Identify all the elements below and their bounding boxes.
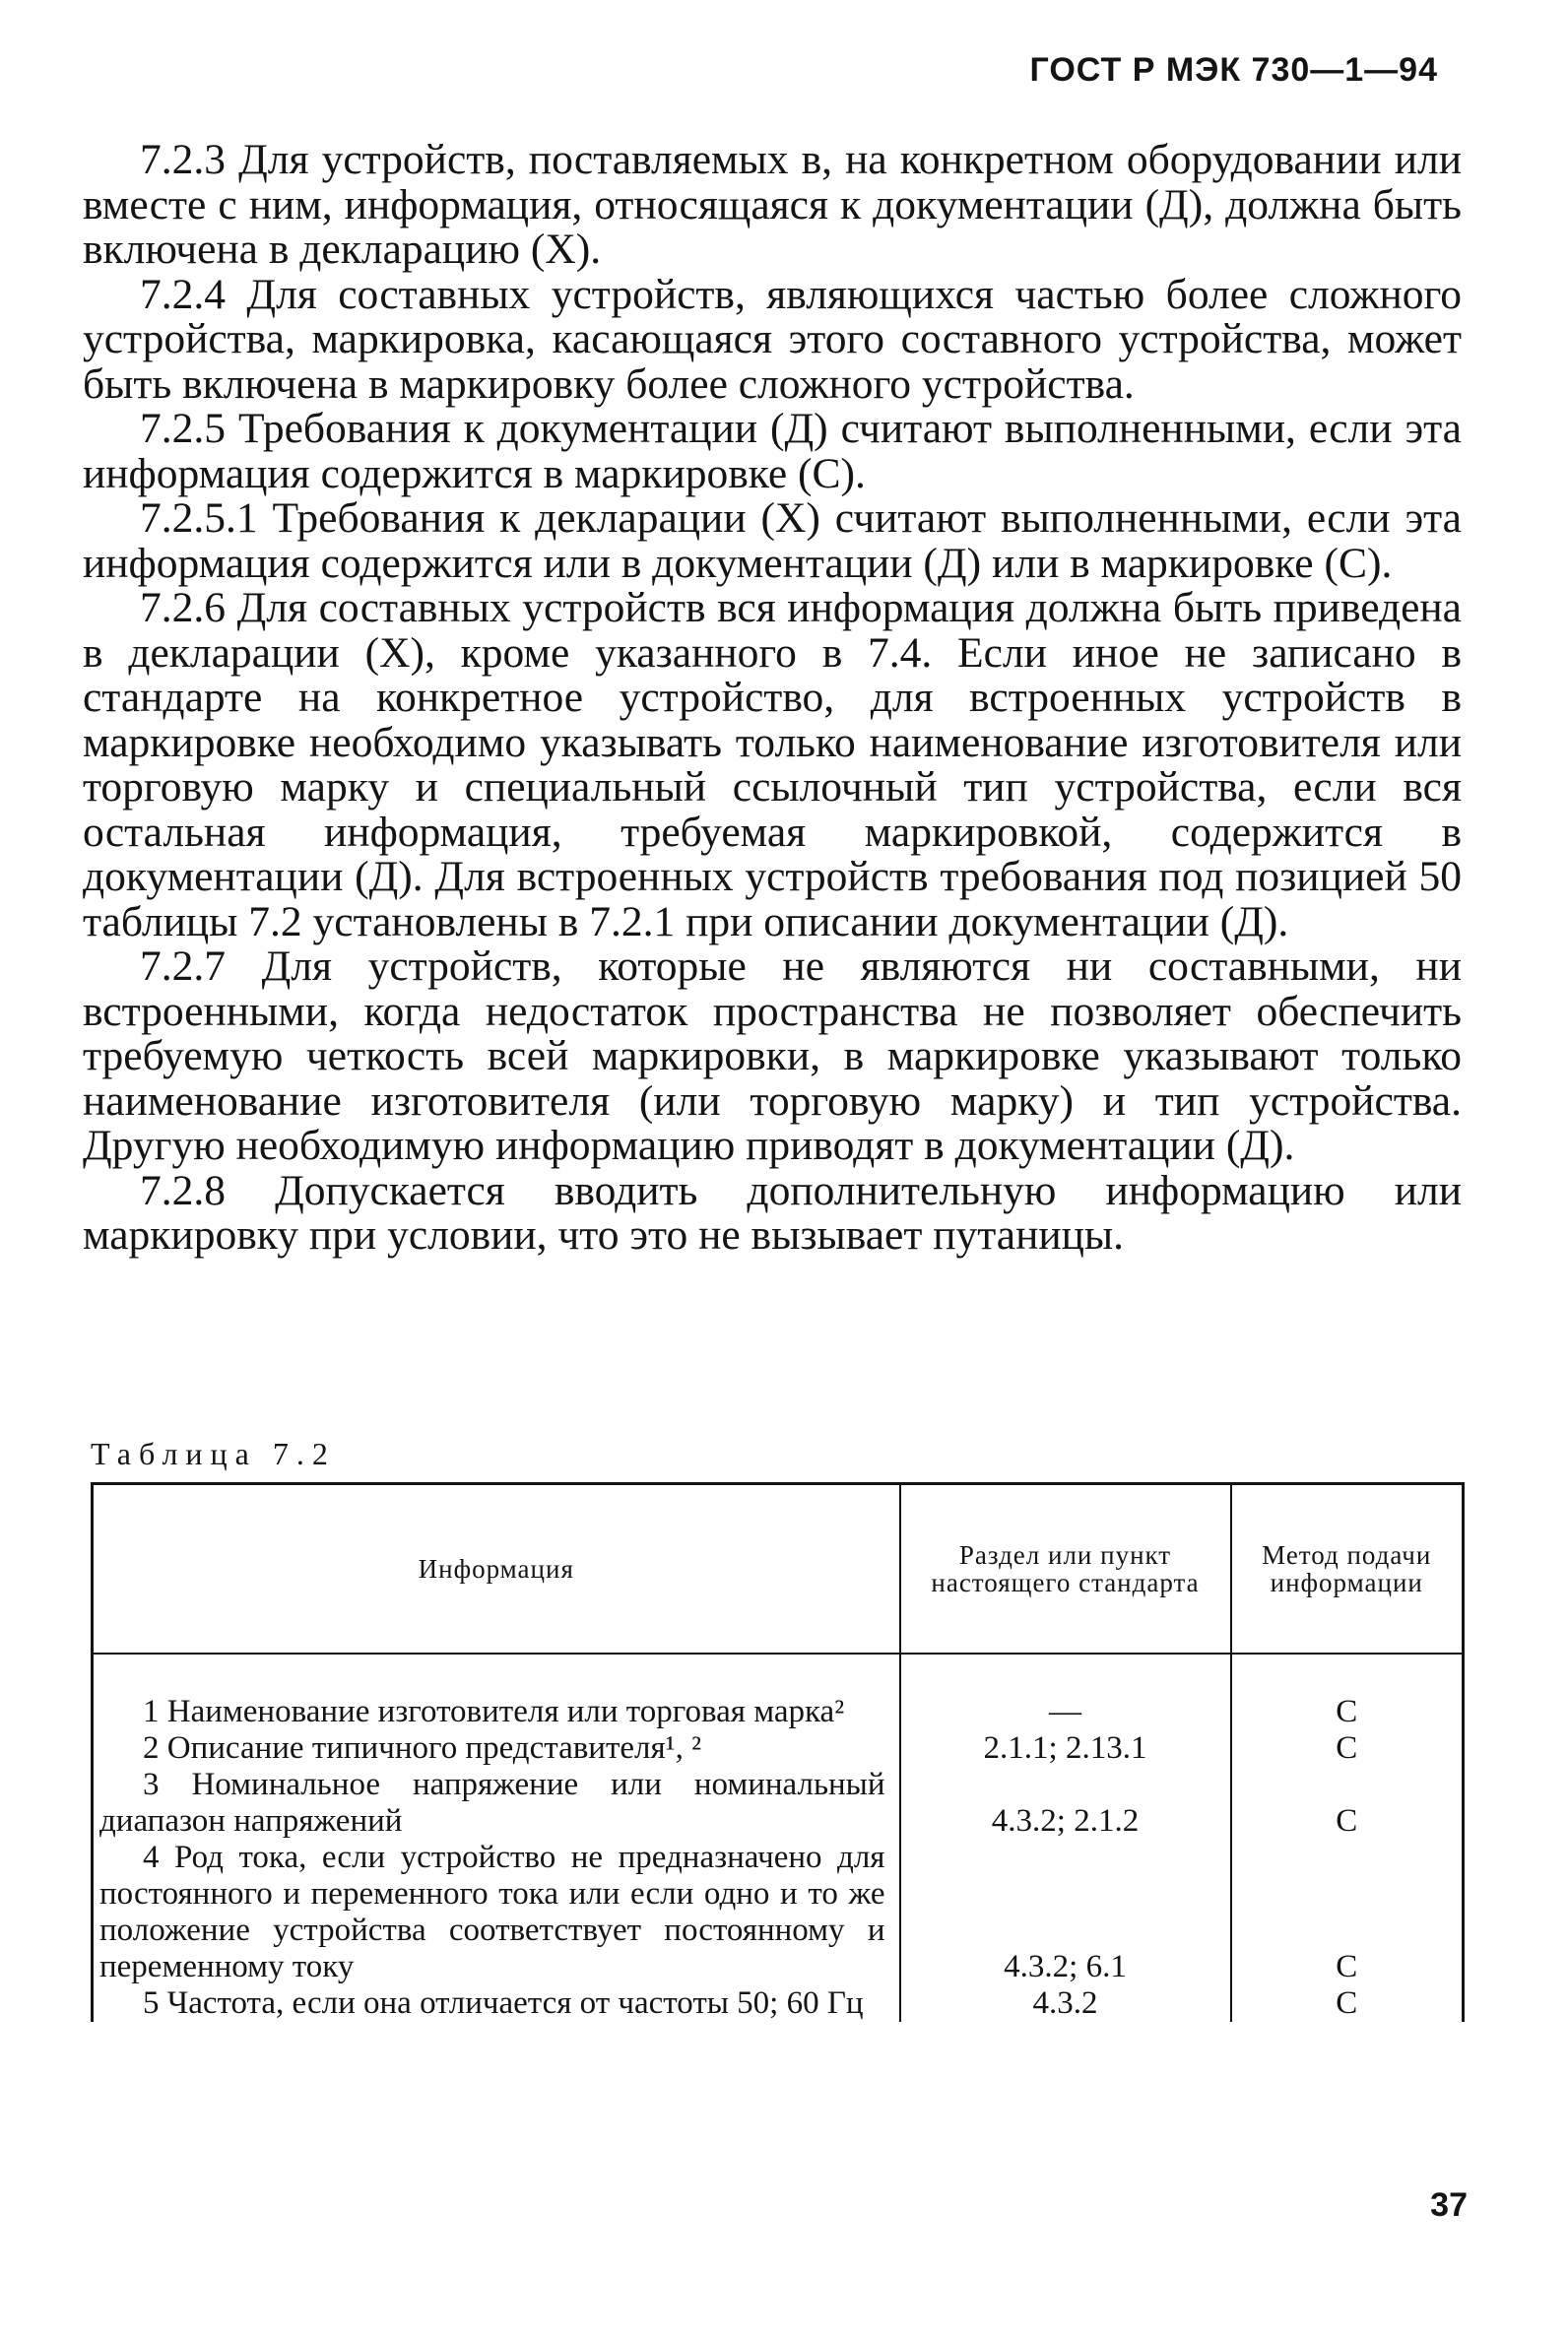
row-method: С xyxy=(1231,1767,1464,1840)
row-section: 4.3.2; 6.1 xyxy=(900,1840,1231,1985)
paragraph-7-2-3: 7.2.3 Для устройств, поставляемых в, на конкретном оборудовании или вместе с ним, информация, относящаяся к документации (Д), должна быть включена в декларацию (X). xyxy=(83,136,1462,273)
row-method: С xyxy=(1231,1985,1464,2022)
row-section: 4.3.2; 2.1.2 xyxy=(900,1767,1231,1840)
table-row xyxy=(93,1767,1464,1840)
table-caption: Таблица 7.2 xyxy=(91,1436,336,1471)
row-section: — xyxy=(900,1654,1231,1730)
row-method: С xyxy=(1231,1654,1464,1730)
row-info: 4 Род тока, если устройство не предназначено для постоянного и переменного тока или если одно и то же положение устройства соответствует постоянному и переменному току xyxy=(93,1840,900,1985)
paragraph-7-2-6: 7.2.6 Для составных устройств вся информация должна быть приведена в декларации (X), кроме указанного в 7.4. Если иное не записано в стандарте на конкретное устройство, для встроенных устройств в маркировке необходимо указывать только наименование изготовителя или торговую марку и специальный ссылочный тип устройства, если вся остальная информация, требуемая маркировкой, содержится в документации (Д). Для встроенных устройств требования под позицией 50 таблицы 7.2 установлены в 7.2.1 при описании документации (Д). xyxy=(83,584,1462,945)
table-row xyxy=(93,1654,1464,1730)
table-header-row xyxy=(93,1484,1464,1655)
table-row xyxy=(93,1730,1464,1767)
body-text xyxy=(83,138,1462,1259)
standard-header: ГОСТ Р МЭК 730—1—94 xyxy=(1029,51,1438,89)
row-info: 5 Частота, если она отличается от частоты 50; 60 Гц xyxy=(93,1985,900,2022)
page-number: 37 xyxy=(1430,2186,1468,2224)
table-row xyxy=(93,1840,1464,1985)
paragraph-7-2-5: 7.2.5 Требования к документации (Д) считают выполненными, если эта информация содержится в маркировке (С). xyxy=(83,405,1462,497)
table-row xyxy=(93,1985,1464,2022)
paragraph-7-2-5-1: 7.2.5.1 Требования к декларации (X) считают выполненными, если эта информация содержится или в документации (Д) или в маркировке (С). xyxy=(83,494,1462,587)
paragraph-7-2-7: 7.2.7 Для устройств, которые не являются ни составными, ни встроенными, когда недостаток пространства не позволяет обеспечить требуемую четкость всей маркировки, в маркировке указывают только наименование изготовителя (или торговую марку) и тип устройства. Другую необходимую информацию приводят в документации (Д). xyxy=(83,942,1462,1169)
row-info: 2 Описание типичного представителя¹, ² xyxy=(93,1730,900,1767)
header-section: Раздел или пункт настоящего стандарта xyxy=(900,1484,1231,1655)
paragraph-7-2-4: 7.2.4 Для составных устройств, являющихся частью более сложного устройства, маркировка, касающаяся этого составного устройства, может быть включена в маркировку более сложного устройства. xyxy=(83,270,1462,408)
table-7-2 xyxy=(91,1482,1462,2022)
row-method: С xyxy=(1231,1730,1464,1767)
header-info: Информация xyxy=(93,1484,900,1655)
row-info: 3 Номинальное напряжение или номинальный диапазон напряжений xyxy=(93,1767,900,1840)
paragraph-7-2-8: 7.2.8 Допускается вводить дополнительную информацию или маркировку при условии, что это не вызывает путаницы. xyxy=(83,1166,1462,1259)
row-info: 1 Наименование изготовителя или торговая марка² xyxy=(93,1654,900,1730)
row-section: 4.3.2 xyxy=(900,1985,1231,2022)
row-method: С xyxy=(1231,1840,1464,1985)
row-section: 2.1.1; 2.13.1 xyxy=(900,1730,1231,1767)
header-method: Метод подачи информации xyxy=(1231,1484,1464,1655)
spec-table xyxy=(91,1482,1465,2022)
